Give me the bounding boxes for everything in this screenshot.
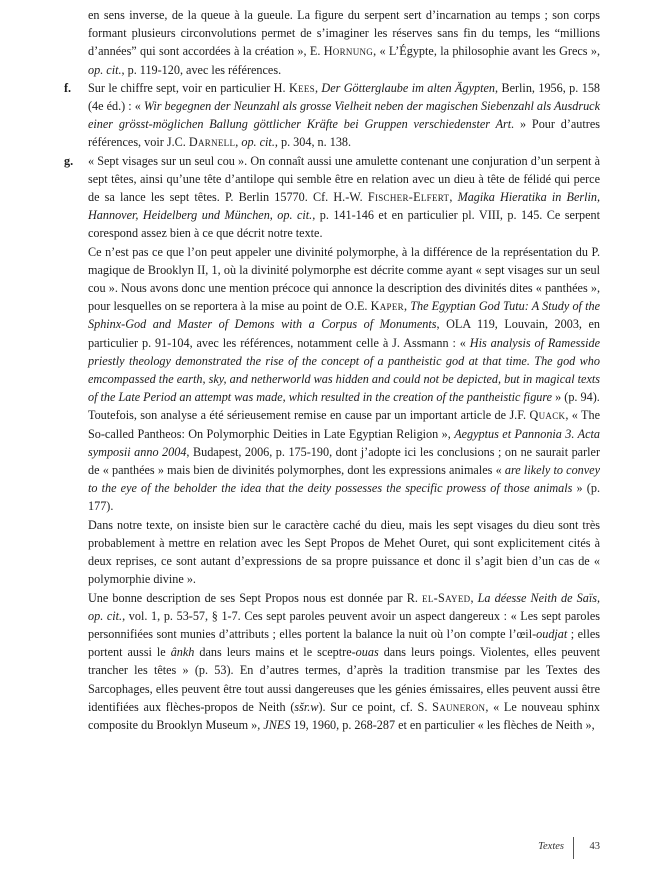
text-run: , — [314, 80, 322, 95]
note-paragraph — [88, 79, 600, 152]
italic-text: Magika Hieratika in Berlin, Hannover, Heidelberg und München, op. cit. — [88, 190, 601, 223]
text-run: , p. 119-120, avec les références. — [121, 62, 282, 77]
text-run: , — [235, 135, 242, 150]
note-g — [64, 152, 601, 735]
note-paragraph — [88, 406, 600, 515]
author-name: Fischer-Elfert — [367, 190, 450, 205]
commentary-notes — [64, 6, 601, 734]
italic-text: The Egyptian God Tutu: A Study of the Sphinx-God and Master of Demons with a Corpus of Monuments — [88, 299, 601, 332]
note-marker: g. — [64, 153, 74, 168]
page-number: 43 — [589, 841, 600, 852]
note-paragraph — [88, 589, 600, 735]
italic-text: Wir begegnen der Neunzahl als grosse Vielheit neben der magischen Siebenzahl als Ausdruck einer grösst-möglichen Ballung göttlicher Kräfte bei Gruppen verschiedenster Art. — [88, 99, 600, 132]
italic-text: op. cit. — [88, 62, 122, 77]
author-name: Kees — [288, 80, 315, 95]
text-run: Dans notre texte, on insiste bien sur le caractère caché du dieu, mais les sept visages du dieu sont très probablement à mettre en relation avec les Sept Propos de Mehet Ouret, qui sont explicitement cités à deux reprises, ce sont autant d’expressions de sa propre puissance et donc il s’agit bien d’un cas de « polymorphie divine ». — [88, 517, 600, 587]
text-run: » Pour d’autres références, voir J.C. — [88, 117, 600, 150]
text-run: dans leurs poings. Violentes, elles peuvent trancher les têtes » (p. 53). En d’autres termes, d’après la tradition transmise par les Textes des Sarcophages, elles peuvent être tout aussi dangereuses que les génies émissaires, elles peuvent aussi être identifiées aux flèches-propos de Neith ( — [88, 645, 600, 714]
author-name: Kaper — [370, 299, 404, 314]
author-name: Darnell — [188, 135, 236, 150]
italic-text: ânkh — [170, 645, 195, 660]
text-run: , OLA 119, Louvain, 2003, en particulier p. 91-104, avec les références, notamment celle à J. Assmann : « — [88, 317, 601, 350]
note-paragraph — [88, 243, 600, 407]
italic-text: JNES — [263, 717, 291, 732]
text-run: ; elles portent aussi le — [88, 626, 600, 660]
note-paragraph — [88, 152, 600, 243]
text-run: ). Sur ce point, cf. S. — [318, 699, 433, 714]
text-run: , p. 141-146 et en particulier pl. VIII, p. 145. Ce serpent corespond assez bien à ce que décrit notre texte. — [88, 208, 600, 241]
note-f — [64, 79, 601, 152]
footer-divider — [573, 837, 574, 859]
italic-text: are likely to convey to the eye of the beholder the idea that the deity possesses the specific prowess of those animals — [88, 463, 600, 496]
text-run: , « Le nouveau sphinx composite du Brooklyn Museum », — [88, 699, 601, 732]
text-run: Ce n’est pas ce que l’on peut appeler une divinité polymorphe, à la différence de la représentation du P. magique de Brooklyn II, 1, où la divinité polymorphe est décrite comme ayant « sept visages sur un seul cou ». Nous avons donc une mention précoce qui annonce la description des divinités dites « panthées », pour lesquelles on se reportera à la mise au point de O.E. — [88, 244, 600, 314]
text-run: , — [403, 299, 411, 314]
italic-text: ouas — [355, 645, 379, 660]
italic-text: oudjat — [536, 626, 568, 641]
text-run: , vol. 1, p. 53-57, § 1-7. Ces sept paroles peuvent avoir un aspect dangereux : « Les sept paroles personnifiées sont munies d’attributs ; elles portent la balance la nuit où l’on compte l’œil- — [88, 608, 601, 641]
note-marker: f. — [64, 80, 72, 95]
author-name: Hornung — [323, 44, 374, 59]
text-run: Toutefois, son analyse a été sérieusement remise en cause par un important article de J.F. — [88, 408, 530, 423]
text-run: » (p. 177). — [88, 481, 601, 514]
running-section-title: Textes — [538, 841, 564, 852]
note-paragraph — [88, 516, 600, 589]
italic-text: op. cit. — [241, 135, 275, 150]
italic-text: La déesse Neith de Saïs, op. cit. — [88, 590, 601, 623]
text-run: Une bonne description de ses Sept Propos nous est donnée par R. — [88, 590, 423, 605]
italic-text: His analysis of Ramesside priestly theology demonstrated the rise of the concept of a pantheistic god at that time. The god who emcompassed the earth, sky, and netherworld was hidden and could not be depicted, but in magical texts of the Late Period an attempt was made, which resulted in the creation of the pantheistic figure — [88, 335, 600, 405]
author-name: el-Sayed — [422, 590, 471, 605]
text-run: , — [449, 190, 458, 205]
italic-text: sšr.w — [294, 699, 319, 714]
text-run: , Budapest, 2006, p. 175-190, dont j’adopte ici les conclusions ; on ne saurait parler de « panthées » mais bien de divinités polymorphes, dont les expressions animales « — [88, 444, 601, 478]
author-name: Quack — [529, 408, 566, 423]
text-run: , Berlin, 1956, p. 158 (4e éd.) : « — [88, 80, 601, 114]
italic-text: Aegyptus et Pannonia 3. Acta symposii anno 2004 — [88, 426, 600, 459]
note-continued — [88, 6, 600, 79]
text-run: dans leurs mains et le sceptre- — [194, 645, 356, 660]
text-run: Sur le chiffre sept, voir en particulier H. — [88, 80, 289, 95]
text-run: « Sept visages sur un seul cou ». On connaît aussi une amulette contenant une conjuration d’un serpent à sept têtes, ainsi qu’une tête d’antilope qui semble être en relation avec un dieu à tête de félidé qui perce de sa lance les sept têtes. P. Berlin 15770. Cf. H.-W. — [88, 153, 600, 205]
author-name: Sauneron — [432, 699, 486, 714]
italic-text: Der Götterglaube im alten Ägypten — [321, 80, 495, 95]
text-run: , — [470, 590, 478, 605]
text-run: , « The So-called Pantheos: On Polymorphic Deities in Late Egyptian Religion », — [88, 408, 600, 441]
note-paragraph — [88, 6, 600, 79]
text-run: » (p. 94). — [552, 390, 600, 405]
text-run: , p. 304, n. 138. — [274, 135, 352, 150]
text-run: 19, 1960, p. 268-287 et en particulier « les flèches de Neith », — [290, 717, 595, 732]
text-run: en sens inverse, de la queue à la gueule. La figure du serpent sert d’incarnation au temps ; son corps formant plusieurs circonvolutions permet de s’imaginer les réserves sans fin du temps, les “millions d’années” qui sont accordées à la création », E. — [88, 8, 600, 59]
page-footer — [470, 837, 600, 859]
text-run: , « L’Égypte, la philosophie avant les Grecs », — [373, 44, 600, 59]
